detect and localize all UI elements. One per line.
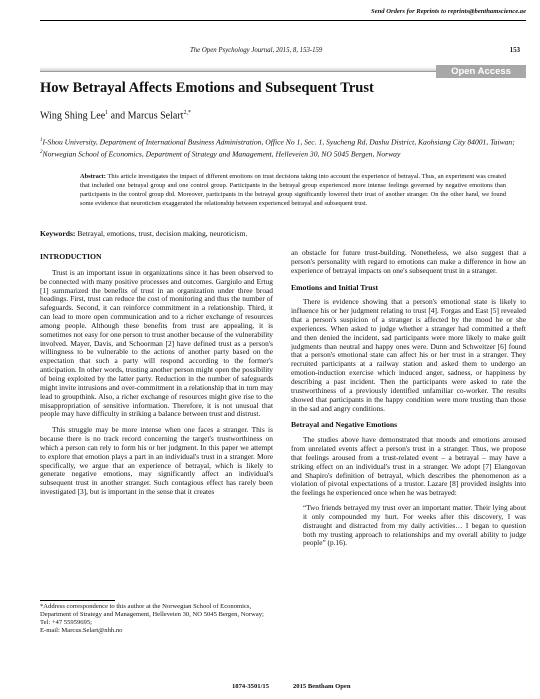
- author-name: Wing Shing Lee: [40, 110, 106, 122]
- abstract-label: Abstract:: [80, 173, 106, 180]
- section-heading: Emotions and Initial Trust: [291, 282, 379, 292]
- affiliation-marker: 2,*: [183, 110, 191, 116]
- keywords: [40, 229, 247, 238]
- reprint-notice: Send Orders for Reprints to reprints@benthamscience.ae: [371, 8, 526, 15]
- issn: 1874-3501/15: [232, 683, 269, 690]
- footnote-rule: [40, 600, 115, 601]
- section-heading: Betrayal and Negative Emotions: [291, 420, 398, 430]
- publisher-copyright: 2015 Bentham Open: [293, 683, 351, 690]
- affiliation-marker: 2: [40, 149, 43, 155]
- paragraph: an obstacle for future trust-building. Nonetheless, we also suggest that a person's personality with regard to emotions can make a difference in how an experience of betrayal impacts on one's subsequent trust in a stranger.: [291, 248, 526, 275]
- right-column: [291, 249, 526, 548]
- author-name: Marcus Selart: [127, 110, 184, 122]
- footnote-text: *Address correspondence to this author at the Norwegian School of Economics, Department of Strategy and Management, Helleveien 30, NO 5045 Bergen, Norway; Tel: +47 55959695; E-mail: Marcus.Selart@nhh.no: [40, 603, 264, 634]
- article-title: How Betrayal Affects Emotions and Subsequent Trust: [40, 80, 374, 96]
- keywords-label: Keywords:: [40, 229, 76, 238]
- affiliations: [40, 136, 526, 159]
- paragraph: There is evidence showing that a person's emotional state is likely to influence his or her judgment relating to trust [4]. Forgas and East [5] revealed that a person's suspicion of a stranger is affected by the mood he or she experiences. When asked to judge whether a stranger had committed a theft and then denied the incident, sad participants were more likely to make guilt judgments than neutral and happy ones were. Dunn and Schweitzer [6] found that a person's emotional state can affect his or her trust in a stranger. They recruited participants at a railway station and asked them to undergo an emotion-induction exercise which induced anger, sadness, or happiness by describing a past incident. Then the participants were asked to rate the trustworthiness of a previously identified unfamiliar co-worker. The results showed that participants in the happy condition were more trusting than those in the sad and angry conditions.: [291, 297, 526, 413]
- paragraph: This struggle may be more intense when one faces a stranger. This is because there is no track record concerning the target's trustworthiness on which a person can rely to form his or her judgment. In this paper we attempt to explore that emotion plays a part in an individual's trust in a stranger. More specifically, we argue that an experience of betrayal, which is likely to generate negative emotions, may significantly affect an individual's subsequent trust in another stranger. Such contagious effect has rarely been investigated [3], but is important in the sense that it creates: [40, 425, 273, 497]
- affiliation-marker: 1: [105, 110, 109, 116]
- keywords-text: Betrayal, emotions, trust, decision making, neuroticism.: [75, 229, 248, 238]
- abstract-text: This article investigates the impact of different emotions on trust decisions taking into account the experience of betrayal. Thus, an experiment was created that included one betrayal group and one control group. Participants in the betrayal group experienced more intense feelings governed by negative emotions than participants in the control group did. Moreover, participants in the betrayal group significantly lowered their trust of another stranger. On the other hand, we found some evidence that neuroticism exaggerated the relationship between experienced betrayal and subsequent trust.: [80, 173, 506, 207]
- reprint-bar: [40, 8, 526, 21]
- correspondence-footnote: [40, 603, 273, 635]
- journal-citation: The Open Psychology Journal, 2015, 8, 153-159: [190, 47, 323, 54]
- affiliation-text: I-Shou University, Department of International Business Administration, Office No 1, Sec. 1, Syucheng Rd, Dashu District, Kaohsiang City 84001, Taiwan;: [42, 137, 515, 147]
- paragraph: The studies above have demonstrated that moods and emotions aroused from unrelated events affect a person's trust in a stranger. Thus, we propose that feelings aroused from a trust-related event – a betrayal – may have a striking effect on an individual's trust in a stranger. We adopt [7] Elangovan and Shapiro's definition of betrayal, which describes the phenomenon as a violation of pivotal expectations of a trustor. Lazare [8] provided insights into the feelings he experienced once when he was betrayed:: [291, 435, 526, 498]
- abstract: [80, 173, 506, 209]
- paragraph: Trust is an important issue in organizations since it has been observed to be connected with many positive processes and outcomes. Gargiulo and Ertug [1] summarized the benefits of trust in an organization under three broad headings. First, trust can reduce the cost of monitoring and thus the number of safeguards. Second, it can reinforce commitment in a relationship. Third, it can lead to more open communication and to a richer exchange of resources among people. Although these benefits from trust are appealing, it is sometimes not easy for one person to trust another because of the vulnerability involved. Mayer, Davis, and Schoorman [2] have defined trust as a person's willingness to be vulnerable to the actions of another party based on the expectation that such a party will respond according to the former's anticipation. In other words, trusting another person might open the possibility of being exploited by the latter party. Reduction in the number of safeguards might invite intrusions and over-commitment in a relationship that in turn may lead to groupthink. Also, a richer exchange of resources might give rise to the misappropriation of sensitive information. Therefore, it is not unusual that people may have difficulty in striking a balance between trust and distrust.: [40, 267, 273, 419]
- affiliation-text: Norwegian School of Economics, Department of Strategy and Management, Helleveien 30, NO 5045 Bergen, Norway: [42, 149, 401, 159]
- page-number: 153: [509, 47, 520, 54]
- author-list: [40, 110, 191, 121]
- open-access-badge: Open Access: [436, 65, 526, 78]
- affiliation-marker: 1: [40, 138, 43, 143]
- left-column: [40, 249, 273, 497]
- author-conjunction: and: [108, 110, 128, 122]
- running-header: [40, 47, 526, 57]
- section-heading: INTRODUCTION: [40, 252, 102, 261]
- block-quote: “Two friends betrayed my trust over an important matter. Their lying about it only compounded my hurt. For weeks after this discovery, I was distraught and distracted from my daily activities… I began to question both my trusting approach to relationships and my overall ability to judge people” (p.16).: [303, 503, 526, 548]
